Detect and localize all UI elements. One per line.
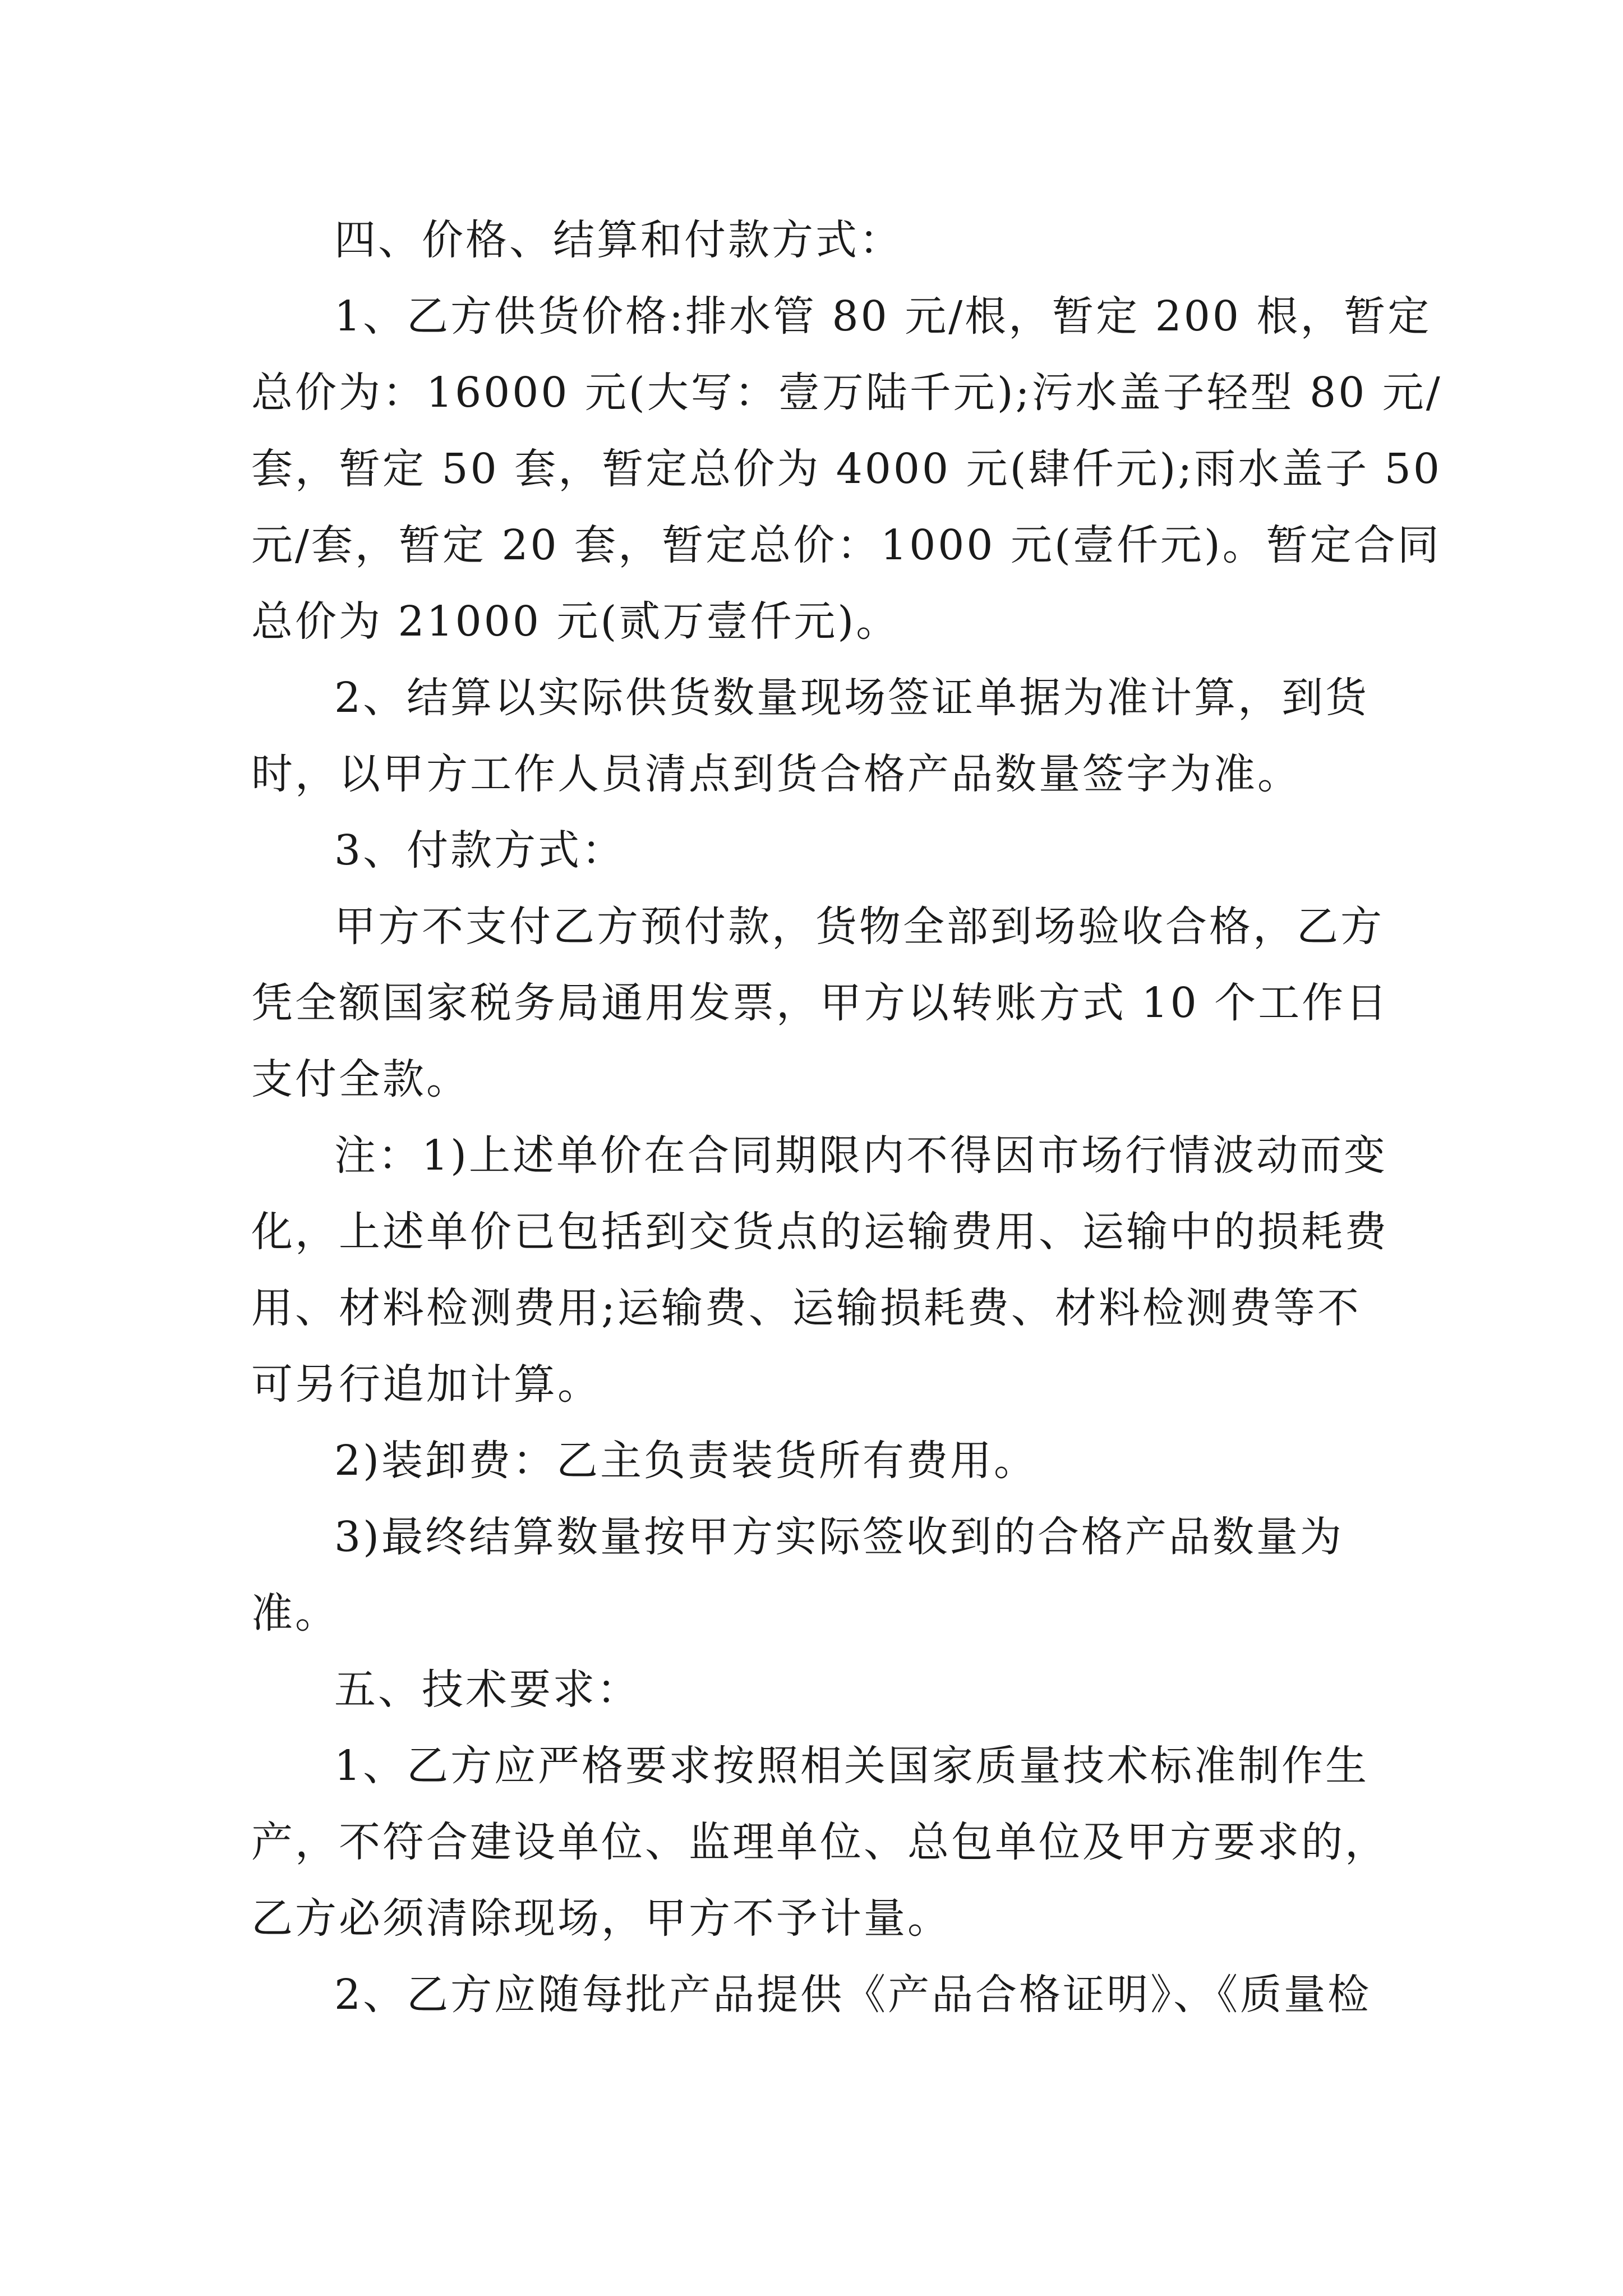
document-body <box>251 202 1442 2033</box>
note-line: 可另行追加计算。 <box>251 1360 601 1409</box>
paragraph-line: 1、乙方供货价格:排水管 80 元/根，暂定 200 根，暂定 <box>334 292 1432 341</box>
subheading-payment-method: 3、付款方式： <box>334 826 626 875</box>
paragraph-line: 2、乙方应随每批产品提供《产品合格证明》、《质量检 <box>334 1971 1372 2019</box>
note-line: 2)装卸费：乙主负责装货所有费用。 <box>334 1437 1038 1485</box>
note-line: 注：1)上述单价在合同期限内不得因市场行情波动而变 <box>334 1131 1387 1180</box>
paragraph-line: 凭全额国家税务局通用发票，甲方以转账方式 10 个工作日 <box>251 979 1390 1027</box>
paragraph-line: 支付全款。 <box>251 1055 470 1103</box>
paragraph-line: 1、乙方应严格要求按照相关国家质量技术标准制作生 <box>334 1742 1370 1790</box>
section-heading-price-settlement: 四、价格、结算和付款方式： <box>334 216 903 264</box>
paragraph-line: 2、结算以实际供货数量现场签证单据为准计算，到货 <box>334 674 1370 722</box>
paragraph-line: 总价为：16000 元(大写：壹万陆千元);污水盖子轻型 80 元/ <box>251 369 1442 417</box>
note-line: 3)最终结算数量按甲方实际签收到的合格产品数量为 <box>334 1513 1344 1561</box>
note-line: 化，上述单价已包括到交货点的运输费用、运输中的损耗费 <box>251 1208 1389 1256</box>
paragraph-line: 总价为 21000 元(贰万壹仟元)。 <box>251 597 900 646</box>
paragraph-line: 套，暂定 50 套，暂定总价为 4000 元(肆仟元);雨水盖子 50 <box>251 445 1442 493</box>
paragraph-line: 乙方必须清除现场，甲方不予计量。 <box>251 1894 951 1943</box>
note-line: 准。 <box>251 1589 339 1637</box>
paragraph-line: 时，以甲方工作人员清点到货合格产品数量签字为准。 <box>251 750 1301 798</box>
section-heading-technical-requirements: 五、技术要求： <box>334 1665 640 1714</box>
paragraph-line: 产，不符合建设单位、监理单位、总包单位及甲方要求的， <box>251 1818 1389 1866</box>
paragraph-line: 元/套，暂定 20 套，暂定总价：1000 元(壹仟元)。暂定合同 <box>251 521 1441 569</box>
paragraph-line: 甲方不支付乙方预付款，货物全部到场验收合格，乙方 <box>334 903 1384 951</box>
note-line: 用、材料检测费用;运输费、运输损耗费、材料检测费等不 <box>251 1284 1361 1332</box>
